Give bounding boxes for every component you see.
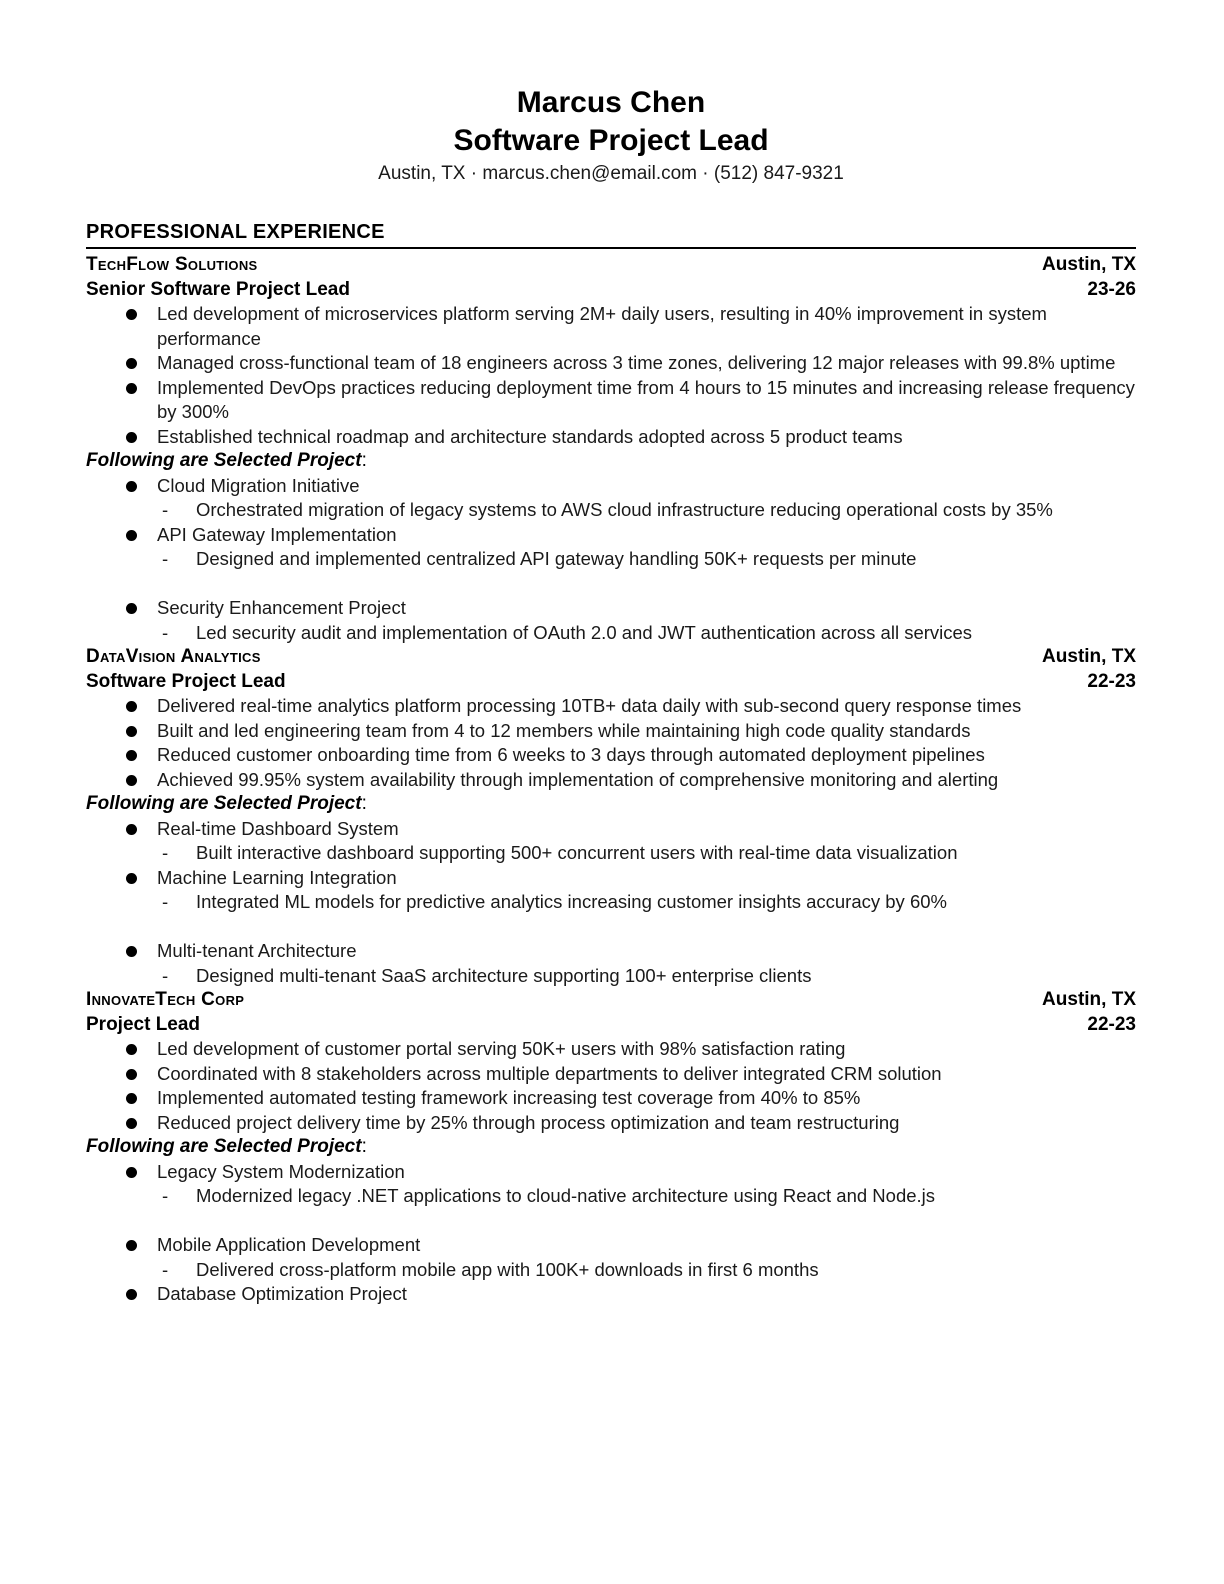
bullet-item [86,768,1136,793]
project-detail: Designed multi-tenant SaaS architecture supporting 100+ enterprise clients [196,964,812,986]
selected-projects-heading [86,449,1136,474]
bullet-item [86,1160,1136,1185]
sub-dash-icon: - [162,891,169,912]
sub-dash-icon: - [162,964,169,986]
project-name: Real-time Dashboard System [157,817,399,839]
bullet-dot-icon [126,1069,137,1080]
bullet-marker [126,1086,157,1111]
bullet-item [86,425,1136,450]
sub-dash-icon: - [162,499,169,520]
project-detail: Built interactive dashboard supporting 500+ concurrent users with real-time data visualization [196,842,958,863]
bullet-item [86,817,1136,842]
bullet-dot-icon [126,701,137,712]
bullet-marker [126,743,157,768]
bullet-marker [126,768,157,793]
selected-projects-label: Following are Selected Project [86,450,362,471]
bullet-marker [126,1037,157,1062]
bullet-marker [126,425,157,450]
bullet-marker [126,939,157,964]
selected-projects-colon: : [361,450,367,471]
job-entry [86,988,1136,1307]
bullet-text: Led development of microservices platform serving 2M+ daily users, resulting in 40% improvement in system performance [157,303,1047,349]
project-name: Security Enhancement Project [157,597,406,618]
bullet-text: Implemented automated testing framework increasing test coverage from 40% to 85% [157,1087,861,1108]
bullet-dot-icon [126,1093,137,1104]
professional-experience-section [86,220,1136,1307]
bullet-item [86,743,1136,768]
sub-bullet-item [86,964,1136,989]
sub-bullet-item [86,498,1136,523]
job-company-row [86,253,1136,278]
selected-projects-heading [86,792,1136,817]
project-detail: Designed and implemented centralized API gateway handling 50K+ requests per minute [196,548,917,569]
job-role-row [86,278,1136,303]
selected-projects-label: Following are Selected Project [86,1136,362,1157]
header-name-block [86,84,1136,160]
bullet-dot-icon [126,481,137,492]
bullet-dot-icon [126,1118,137,1129]
selected-projects-heading [86,1135,1136,1160]
bullet-dot-icon [126,432,137,443]
bullet-marker [126,376,157,425]
bullet-item [86,1233,1136,1258]
sub-dash-icon: - [162,548,169,569]
jobs-container [86,253,1136,1307]
bullet-dot-icon [126,1167,137,1178]
sub-dash-icon: - [162,1185,169,1206]
bullet-dot-icon [126,873,137,884]
job-entry [86,645,1136,988]
bullet-dot-icon [126,824,137,835]
sub-dash-icon: - [162,1258,169,1280]
selected-projects-label: Following are Selected Project [86,793,362,814]
project-name: Cloud Migration Initiative [157,474,360,496]
bullet-text: Managed cross-functional team of 18 engineers across 3 time zones, delivering 12 major releases with 99.8% uptime [157,352,1116,373]
bullet-dot-icon [126,358,137,369]
blank-line-spacer [86,1209,1136,1234]
job-location: Austin, TX [1042,989,1136,1010]
bullet-text: Implemented DevOps practices reducing deployment time from 4 hours to 15 minutes and increasing release frequency by 300% [157,376,1135,422]
bullet-marker [126,1233,157,1258]
project-name: Mobile Application Development [157,1234,421,1255]
job-role-row [86,670,1136,695]
sub-bullet-item [86,1184,1136,1209]
bullet-text: Built and led engineering team from 4 to 12 members while maintaining high code quality standards [157,719,971,741]
job-role: Software Project Lead [86,670,286,692]
job-dates: 23-26 [1087,278,1136,300]
job-role-row [86,1013,1136,1038]
bullet-marker [126,351,157,376]
job-dates: 22-23 [1087,670,1136,692]
project-detail: Orchestrated migration of legacy systems to AWS cloud infrastructure reducing operational costs by 35% [196,499,1053,520]
bullet-item [86,523,1136,548]
bullet-marker [126,817,157,842]
bullet-item [86,1062,1136,1087]
bullet-item [86,474,1136,499]
bullet-dot-icon [126,383,137,394]
bullet-item [86,302,1136,351]
bullet-item [86,1037,1136,1062]
contact-line: Austin, TX · marcus.chen@email.com · (512) 847-9321 [378,163,844,184]
blank-line-spacer [86,572,1136,597]
bullet-text: Reduced project delivery time by 25% through process optimization and team restructuring [157,1111,900,1133]
bullet-item [86,719,1136,744]
bullet-marker [126,474,157,499]
job-role: Senior Software Project Lead [86,278,350,300]
sub-bullet-item [86,621,1136,646]
bullet-dot-icon [126,1240,137,1251]
job-dates: 22-23 [1087,1013,1136,1035]
section-divider-rule [86,247,1136,249]
bullet-dot-icon [126,530,137,541]
bullet-marker [126,1062,157,1087]
bullet-dot-icon [126,603,137,614]
sub-dash-icon: - [162,842,169,863]
bullet-text: Established technical roadmap and architecture standards adopted across 5 product teams [157,425,903,447]
bullet-text: Reduced customer onboarding time from 6 weeks to 3 days through automated deployment pipelines [157,744,985,765]
candidate-name: Marcus Chen [516,86,706,119]
sub-dash-icon: - [162,621,169,643]
job-location: Austin, TX [1042,646,1136,667]
project-name: Database Optimization Project [157,1283,407,1304]
bullet-text: Coordinated with 8 stakeholders across multiple departments to deliver integrated CRM solution [157,1062,942,1084]
bullet-dot-icon [126,750,137,761]
selected-projects-colon: : [361,1136,367,1157]
bullet-text: Delivered real-time analytics platform processing 10TB+ data daily with sub-second query response times [157,695,1022,716]
project-name: Machine Learning Integration [157,866,397,888]
bullet-item [86,866,1136,891]
bullet-text: Led development of customer portal serving 50K+ users with 98% satisfaction rating [157,1038,846,1059]
project-name: API Gateway Implementation [157,523,397,545]
sub-bullet-item [86,547,1136,572]
project-detail: Led security audit and implementation of OAuth 2.0 and JWT authentication across all services [196,621,973,643]
job-location: Austin, TX [1042,254,1136,275]
bullet-marker [126,694,157,719]
bullet-marker [126,1160,157,1185]
bullet-dot-icon [126,1289,137,1300]
bullet-marker [126,302,157,351]
sub-bullet-item [86,841,1136,866]
job-entry [86,253,1136,645]
bullet-marker [126,866,157,891]
blank-line-spacer [86,915,1136,940]
bullet-marker [126,596,157,621]
job-company: DataVision Analytics [86,646,261,667]
section-title-professional-experience: PROFESSIONAL EXPERIENCE [86,221,385,243]
bullet-dot-icon [126,775,137,786]
sub-bullet-item [86,890,1136,915]
bullet-item [86,351,1136,376]
project-detail: Modernized legacy .NET applications to cloud-native architecture using React and Node.js [196,1185,936,1206]
bullet-dot-icon [126,726,137,737]
bullet-item [86,1111,1136,1136]
job-company-row [86,988,1136,1013]
bullet-marker [126,1111,157,1136]
bullet-marker [126,523,157,548]
bullet-marker [126,1282,157,1307]
project-detail: Delivered cross-platform mobile app with 100K+ downloads in first 6 months [196,1258,819,1280]
bullet-item [86,1086,1136,1111]
bullet-marker [126,719,157,744]
bullet-text: Achieved 99.95% system availability through implementation of comprehensive monitoring and alerting [157,768,999,790]
job-company-row [86,645,1136,670]
bullet-dot-icon [126,309,137,320]
sub-bullet-item [86,1258,1136,1283]
job-company: TechFlow Solutions [86,254,258,275]
bullet-dot-icon [126,1044,137,1055]
bullet-item [86,376,1136,425]
job-company: InnovateTech Corp [86,989,245,1010]
candidate-title: Software Project Lead [453,124,769,157]
bullet-item [86,939,1136,964]
job-role: Project Lead [86,1013,201,1035]
bullet-item [86,694,1136,719]
bullet-dot-icon [126,946,137,957]
resume-header [86,84,1136,186]
project-detail: Integrated ML models for predictive analytics increasing customer insights accuracy by 60% [196,891,947,912]
project-name: Multi-tenant Architecture [157,940,357,961]
selected-projects-colon: : [361,793,367,814]
bullet-item [86,596,1136,621]
bullet-item [86,1282,1136,1307]
project-name: Legacy System Modernization [157,1160,405,1182]
